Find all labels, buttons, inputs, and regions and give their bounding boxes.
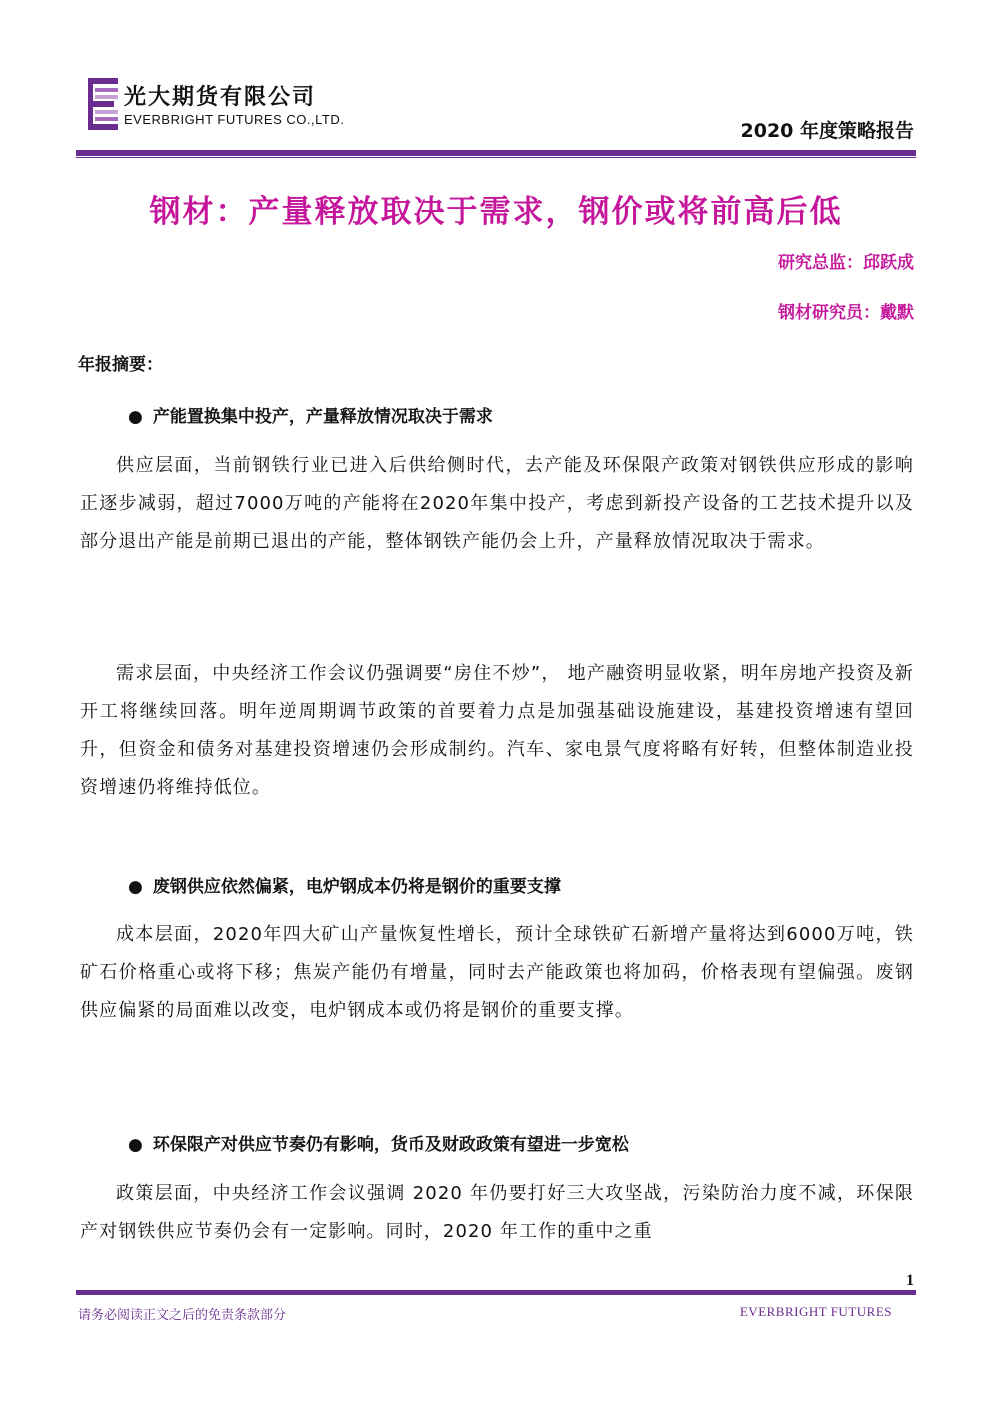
paragraph-supply: 供应层面，当前钢铁行业已进入后供给侧时代，去产能及环保限产政策对钢铁供应形成的影响正逐步减弱，超过7000万吨的产能将在2020年集中投产，考虑到新投产设备的工艺技术提升以及部分退出产能是前期已退出的产能，整体钢铁产能仍会上升，产量释放情况取决于需求。	[80, 455, 914, 552]
page-number: 1	[906, 1272, 914, 1289]
company-name-cn: 光大期货有限公司	[124, 85, 317, 110]
paragraph-cost: 成本层面，2020年四大矿山产量恢复性增长，预计全球铁矿石新增产量将达到6000万吨，铁矿石价格重心或将下移；焦炭产能仍有增量，同时去产能政策也将加码，价格表现有望偏强。废钢供应偏紧的局面难以改变，电炉钢成本或仍将是钢价的重要支撑。	[80, 924, 914, 1021]
bullet-text: 产能置换集中投产，产量释放情况取决于需求	[152, 407, 493, 427]
header-divider	[76, 150, 916, 156]
disclaimer-note: 请务必阅读正文之后的免责条款部分	[78, 1308, 287, 1323]
report-title: 钢材：产量释放取决于需求，钢价或将前高后低	[149, 194, 843, 230]
steel-researcher: 钢材研究员：戴默	[778, 303, 914, 323]
section-bullet-2	[128, 872, 561, 897]
paragraph-demand: 需求层面，中央经济工作会议仍强调要“房住不炒”， 地产融资明显收紧，明年房地产投资及新开工将继续回落。明年逆周期调节政策的首要着力点是加强基础设施建设，基建投资增速有望回升，但资金和债务对基建投资增速仍会形成制约。汽车、家电景气度将略有好转，但整体制造业投资增速仍将维持低位。	[80, 663, 914, 798]
everbright-logo-icon	[82, 76, 122, 132]
bullet-dot-icon: ●	[128, 407, 143, 427]
bullet-dot-icon: ●	[128, 877, 143, 897]
company-name-en: EVERBRIGHT FUTURES CO.,LTD.	[124, 112, 345, 127]
header-divider-thin	[76, 157, 916, 158]
bullet-text: 废钢供应依然偏紧，电炉钢成本仍将是钢价的重要支撑	[152, 877, 561, 897]
bullet-text: 环保限产对供应节奏仍有影响，货币及财政政策有望进一步宽松	[152, 1135, 629, 1155]
footer-divider	[76, 1290, 916, 1295]
footer-brand: EVERBRIGHT FUTURES	[739, 1304, 892, 1319]
summary-heading: 年报摘要：	[78, 355, 163, 375]
paragraph-policy: 政策层面，中央经济工作会议强调 2020 年仍要打好三大攻坚战，污染防治力度不减，环保限产对钢铁供应节奏仍会有一定影响。同时，2020 年工作的重中之重	[80, 1183, 914, 1242]
research-director: 研究总监：邱跃成	[778, 253, 914, 273]
bullet-dot-icon: ●	[128, 1135, 143, 1155]
section-bullet-1	[128, 402, 493, 427]
section-bullet-3	[128, 1130, 629, 1155]
report-type: 2020 年度策略报告	[740, 120, 914, 142]
